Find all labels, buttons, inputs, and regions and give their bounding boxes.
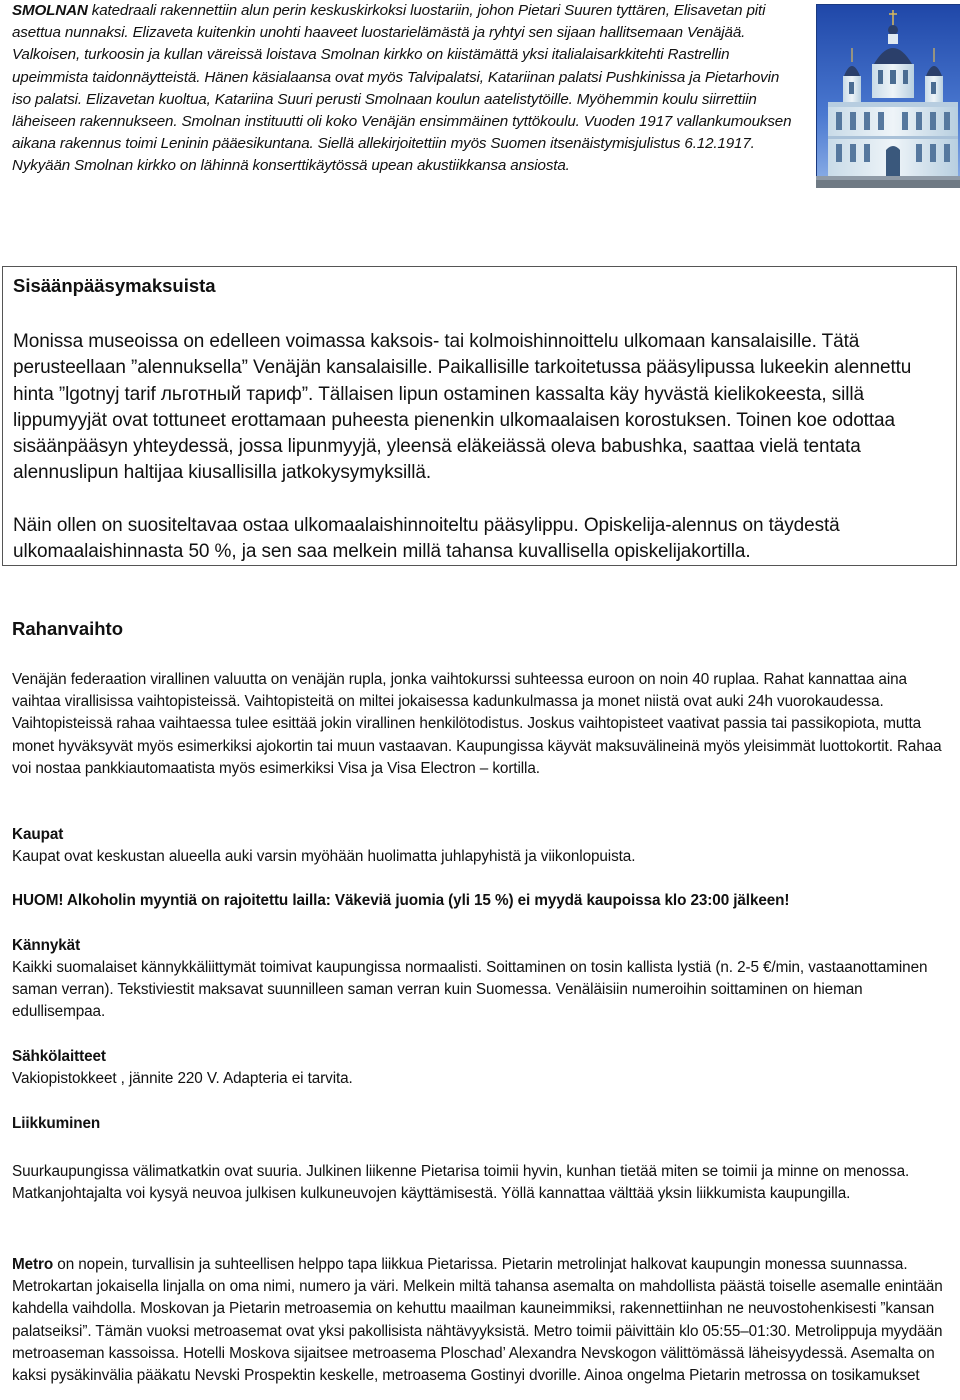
admission-paragraph-1: Monissa museoissa on edelleen voimassa kaksois- tai kolmoishinnoittelu ulkomaan kansalaisille. Tätä perusteellaan ”alennuksella” Venäjän kansalaisille. Paikallisille tarkoitetussa pääsylipussa lukeekin alennettu hinta ”lgotnyj tarif льготный тариф”. Tällaisen lipun ostaminen kassalta käy hyvästä kielikokeesta, sillä lippumyyjät ovat tottuneet erottamaan puheesta pienenkin ulkomaalaisen korostuksen. Toinen koe odottaa sisäänpääsyn yhteydessä, jossa lipunmyyjä, yleensä eläkeiässä oleva babushka, saattaa vielä tentata alennuslipun haltijaa kiusallisilla jatkokysymyksillä. xyxy=(13,331,912,484)
shops-text: Kaupat ovat keskustan alueella auki varsin myöhään huolimatta juhlapyhistä ja viikonlopuista. xyxy=(12,848,636,865)
electric-heading: Sähkölaitteet xyxy=(12,1048,106,1065)
currency-text: Venäjän federaation virallinen valuutta on venäjän rupla, jonka vaihtokurssi suhteessa euroon on noin 40 ruplaa. Rahat kannattaa aina vaihtaa virallisissa vaihtopisteissä. Vaihtopisteitä on miltei jokaisessa kadunkulmassa ja monet niistä ovat auki 24h vuorokaudessa. Vaihtopisteissä rahaa vaihtaessa tulee esittää jokin virallinen henkilötodistus. Joskus vaihtopisteet vaativat passia tai passikopiota, mutta monet hyväksyvät myös esimerkiksi ajokortin tai muun vastaavan. Kaupungissa käyvät maksuvälineinä myös yleisimmät luottokortit. Rahaa voi nostaa pankkiautomaatista myös esimerkiksi Visa ja Visa Electron – kortilla. xyxy=(12,671,942,777)
electric-text: Vakiopistokkeet , jännite 220 V. Adapteria ei tarvita. xyxy=(12,1070,353,1087)
intro-paragraph xyxy=(12,0,802,178)
admission-paragraph-2: Näin ollen on suositeltavaa ostaa ulkomaalaishinnoiteltu pääsylippu. Opiskelija-alennus on täydestä ulkomaalaishinnasta 50 %, ja sen saa melkein millä tahansa kuvallisella opiskelijakortilla. xyxy=(13,515,840,563)
transport-text: Suurkaupungissa välimatkatkin ovat suuria. Julkinen liikenne Pietarisa toimii hyvin, kunhan tietää miten se toimii ja minne on menossa. Matkanjohtajalta voi kysyä neuvoa julkisen kulkuneuvojen käyttämisestä. Yöllä kannattaa välttää yksin liikkumista kaupungilla. xyxy=(12,1163,910,1203)
shops-heading: Kaupat xyxy=(12,826,64,843)
intro-text: katedraali rakennettiin alun perin keskuskirkoksi luostariin, johon Pietari Suuren tyttären, Elisavetan piti asettua nunnaksi. Elizaveta kuitenkin unohti haaveet luostarielämästä ja ryhtyi sen sijaan hallitsemaan Venäjää. Valkoisen, turkoosin ja kullan väreissä loistava Smolnan kirkko on kiistämättä yksi italialaisarkkitehti Rastrellin upeimmista taidonnäytteistä. Hänen käsialaansa ovat myös Talvipalatsi, Katariinan palatsi Pushkinissa ja Pietarhovin iso palatsi. Elizavetan kuoltua, Katariina Suuri perusti Smolnaan koulun aatelistytöille. Myöhemmin koulu siirrettiin läheiseen rakennukseen. Smolnan instituutti oli koko Venäjän ensimmäinen tyttökoulu. Vuoden 1917 vallankumouksen aikana rakennus toimi Leninin pääesikuntana. Siellä allekirjoitettiin myös Suomen itsenäistymisjulistus 6.12.1917. Nykyään Smolnan kirkko on lähinnä konserttikäytössä upean akustiikkansa ansiosta. xyxy=(12,2,792,175)
transport-heading: Liikkuminen xyxy=(12,1115,101,1132)
smolny-cathedral-photo xyxy=(816,4,960,188)
intro-lead: SMOLNAN xyxy=(12,2,88,19)
metro-text: on nopein, turvallisin ja suhteellisen helppo tapa liikkua Pietarissa. Pietarin metrolinjat halkovat kaupungin monessa suunnassa. Metrokartan jokaisella linjalla on oma nimi, numero ja väri. Melkein miltä tahansa asemalta on mahdollista päästä toiselle asemalle enintään kahdella vaihdolla. Moskovan ja Pietarin metroasemia on kehuttu maailman kauneimmiksi, rakennettiinhan ne neuvostohenkisesti ”kansan palatseiksi”. Tämän vuoksi metroasemat ovat yksi pakollisista nähtävyyksistä. Metro toimii päivittäin klo 05:55–01:30. Metrolippuja myydään metroaseman kassoissa. Hotelli Moskova sijaitsee metroasema Ploschad’ Alexandra Nevskogon välittömässä läheisyydessä. Asemalta on kaksi pysäkinvälia pääkatu Nevski Prospektin keskelle, metroasema Gostinyi dvorille. Ainoa ongelma Pietarin metrossa on tosikamukset xyxy=(12,1256,943,1385)
phones-text: Kaikki suomalaiset kännykkäliittymät toimivat kaupungissa normaalisti. Soittaminen on tosin kallista lystiä (n. 2-5 €/min, vastaanottaminen saman verran). Tekstiviestit maksavat suunnilleen saman verran kuin Suomessa. Venäläisiin numeroihin soittaminen on hieman edullisempaa. xyxy=(12,959,928,1021)
admission-heading: Sisäänpääsymaksuista xyxy=(13,275,216,296)
admission-box xyxy=(2,266,957,566)
alcohol-notice: HUOM! Alkoholin myyntiä on rajoitettu lailla: Väkeviä juomia (yli 15 %) ei myydä kaupoissa klo 23:00 jälkeen! xyxy=(12,892,790,909)
phones-heading: Kännykät xyxy=(12,937,81,954)
metro-lead: Metro xyxy=(12,1256,54,1273)
currency-heading: Rahanvaihto xyxy=(12,618,124,639)
metro-paragraph xyxy=(12,1254,947,1387)
